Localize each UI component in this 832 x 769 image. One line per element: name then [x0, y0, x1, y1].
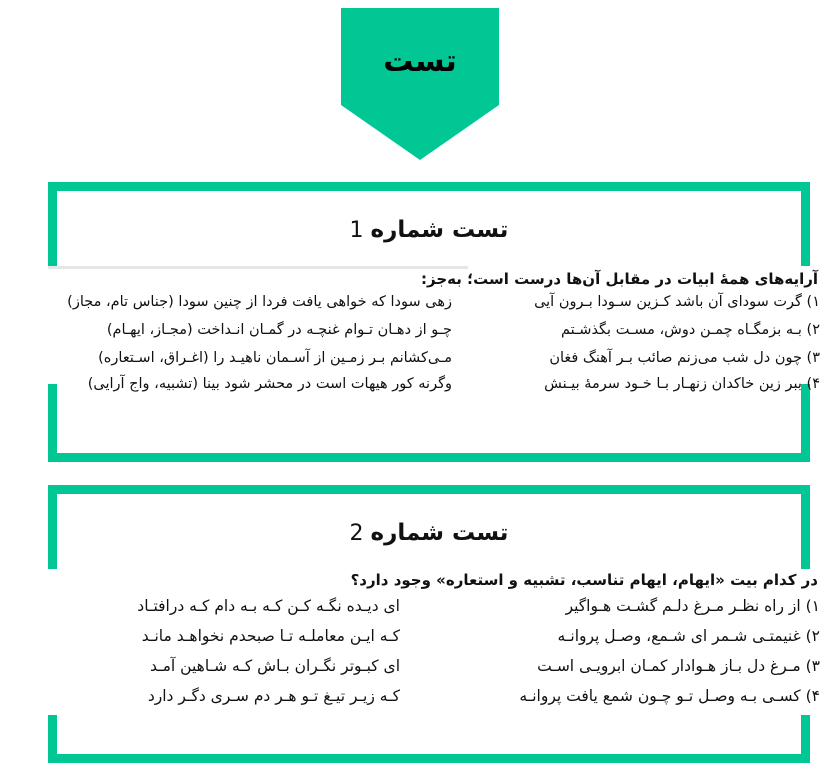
option-2-second-hemistich: کـه ایـن معاملـه تـا صبحدم نخواهـد مانـد	[141, 627, 400, 645]
option-3-second-hemistich: مـی‌کشانم بـر زمـین از آسـمان ناهیـد را (اغـراق، اسـتعاره)	[98, 350, 452, 366]
option-3-first-hemistich: ۳) مـرغ دل بـاز هـوادار کمـان ابرویـی اسـت	[537, 657, 820, 675]
option-4-second-hemistich: کـه زیـر تیـغ تـو هـر دم سـری دگـر دارد	[147, 687, 400, 705]
option-row-3[interactable]	[18, 657, 824, 685]
question-stem: آرایه‌های همهٔ ابیات در مقابل آن‌ها درست است؛ به‌جز:	[420, 270, 818, 288]
option-3-first-hemistich: ۳) چون دل شب می‌زنم صائب بـر آهنگ فغان	[549, 350, 820, 366]
question-2-content	[18, 569, 824, 715]
option-row-2[interactable]	[18, 322, 824, 350]
option-row-2[interactable]	[18, 627, 824, 655]
header-banner	[341, 8, 499, 160]
option-1-second-hemistich: ای دیـده نگـه کـن کـه بـه دام کـه درافتـاد	[137, 597, 400, 615]
option-row-1[interactable]	[18, 294, 824, 322]
option-row-4[interactable]	[18, 376, 824, 404]
question-number: 2	[349, 521, 364, 546]
option-row-3[interactable]	[18, 350, 824, 378]
option-4-first-hemistich: ۴) کسـی بـه وصـل تـو چـون شمع یافت پروانـه	[519, 687, 820, 705]
option-4-second-hemistich: وگرنه کور هیهات است در محشر شود بینا (تشبیه، واج آرایی)	[87, 376, 452, 392]
question-stem: در کدام بیت «ایهام، ایهام تناسب، تشبیه و استعاره» وجود دارد؟	[350, 571, 818, 589]
question-title-label: تست شماره	[370, 520, 509, 546]
banner-title: تست	[383, 44, 457, 79]
question-title-label: تست شماره	[370, 217, 509, 243]
option-row-4[interactable]	[18, 687, 824, 715]
option-1-first-hemistich: ۱) از راه نظـر مـرغ دلـم گشـت هـواگیر	[565, 597, 820, 615]
banner-shape	[341, 8, 499, 160]
option-1-first-hemistich: ۱) گرت سودای آن باشد کـزین سـودا بـرون آیی	[534, 294, 820, 310]
option-row-1[interactable]	[18, 597, 824, 625]
option-3-second-hemistich: ای کبـوتر نگـران بـاش کـه شـاهین آمـد	[149, 657, 400, 675]
question-title	[57, 217, 801, 243]
option-2-second-hemistich: چـو از دهـان تـوام غنچـه در گمـان انـداخت (مجـاز، ایهـام)	[106, 322, 452, 338]
question-title	[57, 520, 801, 546]
option-1-second-hemistich: زهی سودا که خواهی یافت فردا از چنین سودا (جناس تام، مجاز)	[67, 294, 452, 310]
option-2-first-hemistich: ۲) غنیمتـی شـمر ای شـمع، وصـل پروانـه	[557, 627, 820, 645]
question-number: 1	[349, 218, 364, 243]
question-1-content	[18, 266, 824, 392]
option-4-first-hemistich: ۴) ببر زین خاکدان زنهـار بـا خـود سرمهٔ بیـنش	[544, 376, 820, 392]
option-2-first-hemistich: ۲) بـه بزمگـاه چمـن دوش، مسـت بگذشـتم	[561, 322, 820, 338]
